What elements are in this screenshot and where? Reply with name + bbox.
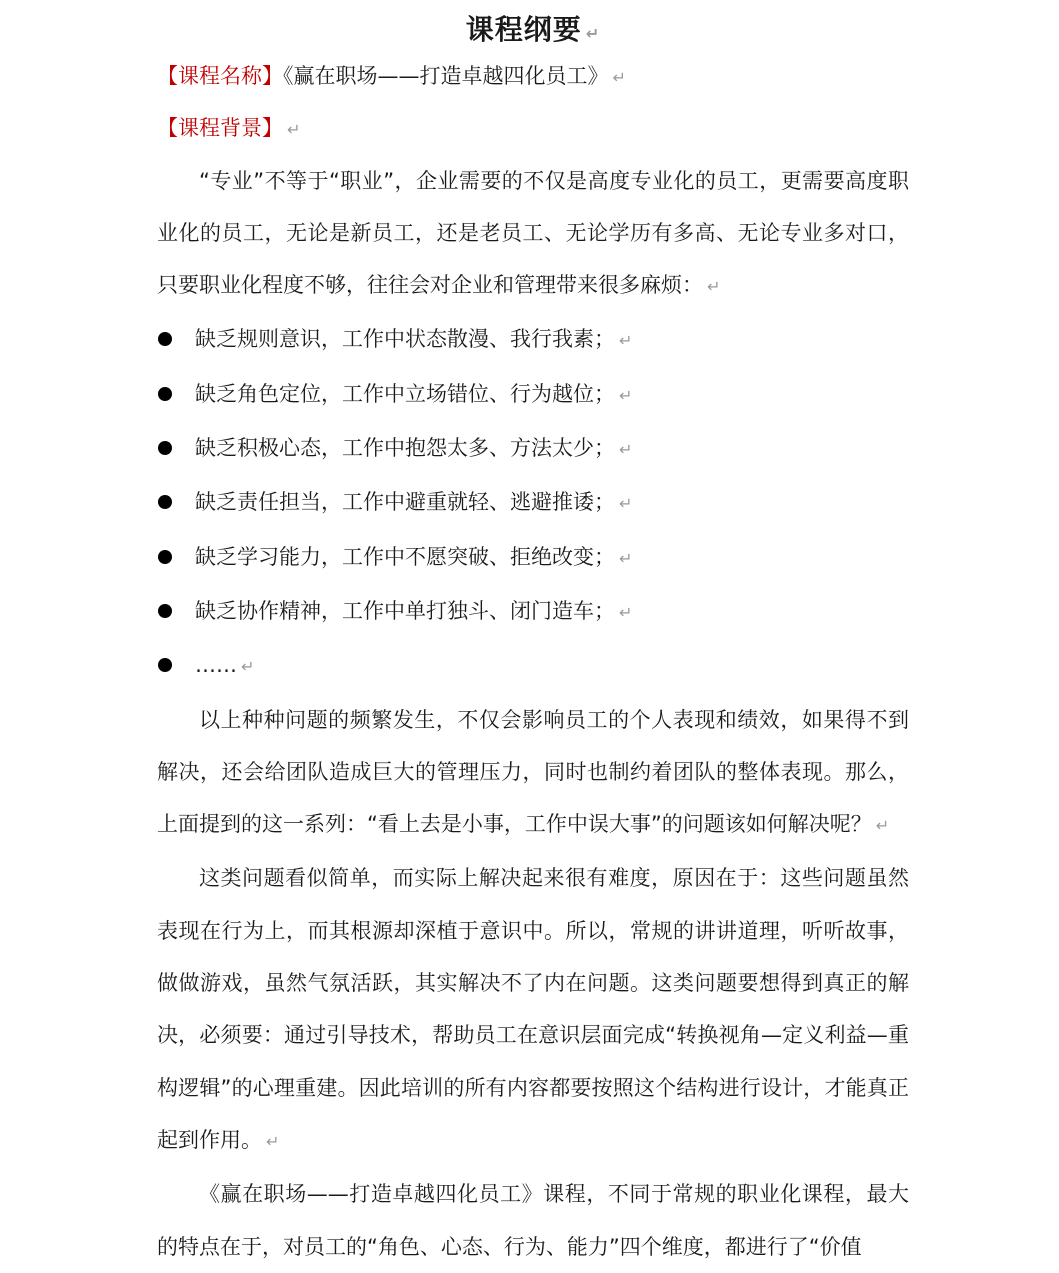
list-item [157, 531, 909, 585]
paragraph-mark-icon: ↵ [619, 602, 633, 622]
bullet-text: …… [195, 653, 237, 678]
paragraph-mark-icon: ↵ [585, 24, 601, 43]
bullet-icon [158, 658, 172, 672]
bullet-text: 缺乏角色定位，工作中立场错位、行为越位； [195, 381, 615, 406]
document-page [157, 0, 909, 1273]
bullet-text: 缺乏学习能力，工作中不愿突破、拒绝改变； [195, 544, 615, 569]
document-title [157, 10, 909, 50]
course-name-line [157, 50, 909, 102]
bullet-text: 缺乏规则意识，工作中状态散漫、我行我素； [195, 327, 615, 352]
paragraph-mark-icon: ↵ [619, 494, 633, 514]
list-item [157, 313, 909, 367]
background-paragraph-2 [157, 694, 909, 853]
title-text: 课程纲要 [465, 13, 582, 46]
problem-bullet-list [157, 313, 909, 693]
paragraph-mark-icon: ↵ [707, 277, 721, 297]
course-name-label: 【课程名称】 [157, 64, 283, 88]
bullet-icon [158, 387, 172, 401]
bullet-text: 缺乏责任担当，工作中避重就轻、逃避推诿； [195, 490, 615, 515]
bullet-icon [158, 550, 172, 564]
bullet-icon [158, 495, 172, 509]
course-name-value: 《赢在职场——打造卓越四化员工》 [283, 64, 609, 88]
background-paragraph-3 [157, 852, 909, 1168]
para3-text: 这类问题看似简单，而实际上解决起来很有难度，原因在于：这些问题虽然表现在行为上，而其根源却深植于意识中。所以，常规的讲讲道理，听听故事，做做游戏，虽然气氛活跃，其实解决不了内在问题。这类问题要想得到真正的解决，必须要：通过引导技术，帮助员工在意识层面完成“转换视角—定义利益—重构逻辑”的心理重建。因此培训的所有内容都要按照这个结构进行设计，才能真正起到作用。 [157, 866, 909, 1152]
course-background-heading [157, 102, 909, 154]
bullet-icon [158, 332, 172, 346]
list-item [157, 639, 909, 693]
paragraph-mark-icon: ↵ [241, 657, 255, 677]
bullet-icon [158, 604, 172, 618]
bullet-icon [158, 441, 172, 455]
bullet-text: 缺乏积极心态，工作中抱怨太多、方法太少； [195, 436, 615, 461]
background-paragraph-1 [157, 155, 909, 314]
paragraph-mark-icon: ↵ [619, 385, 633, 405]
list-item [157, 585, 909, 639]
paragraph-mark-icon: ↵ [612, 68, 626, 87]
paragraph-mark-icon: ↵ [875, 816, 890, 836]
list-item [157, 422, 909, 476]
bullet-text: 缺乏协作精神，工作中单打独斗、闭门造车； [195, 598, 615, 623]
paragraph-mark-icon: ↵ [619, 548, 633, 568]
list-item [157, 476, 909, 530]
para4-text: 《赢在职场——打造卓越四化员工》课程，不同于常规的职业化课程，最大的特点在于，对员工的“角色、心态、行为、能力”四个维度，都进行了“价值 [157, 1182, 909, 1259]
para2-text: 以上种种问题的频繁发生，不仅会影响员工的个人表现和绩效，如果得不到解决，还会给团队造成巨大的管理压力，同时也制约着团队的整体表现。那么，上面提到的这一系列：“看上去是小事，工作中误大事”的问题该如何解决呢？ [157, 707, 909, 837]
background-label: 【课程背景】 [157, 116, 283, 141]
paragraph-mark-icon: ↵ [287, 120, 301, 140]
list-item [157, 368, 909, 422]
paragraph-mark-icon: ↵ [619, 331, 633, 351]
para1-text: “专业”不等于“职业”，企业需要的不仅是高度专业化的员工，更需要高度职业化的员工，无论是新员工，还是老员工、无论学历有多高、无论专业多对口，只要职业化程度不够，往往会对企业和管理带来很多麻烦： [157, 168, 909, 298]
paragraph-mark-icon: ↵ [619, 440, 633, 460]
paragraph-mark-icon: ↵ [266, 1131, 280, 1151]
background-paragraph-4 [157, 1168, 909, 1273]
